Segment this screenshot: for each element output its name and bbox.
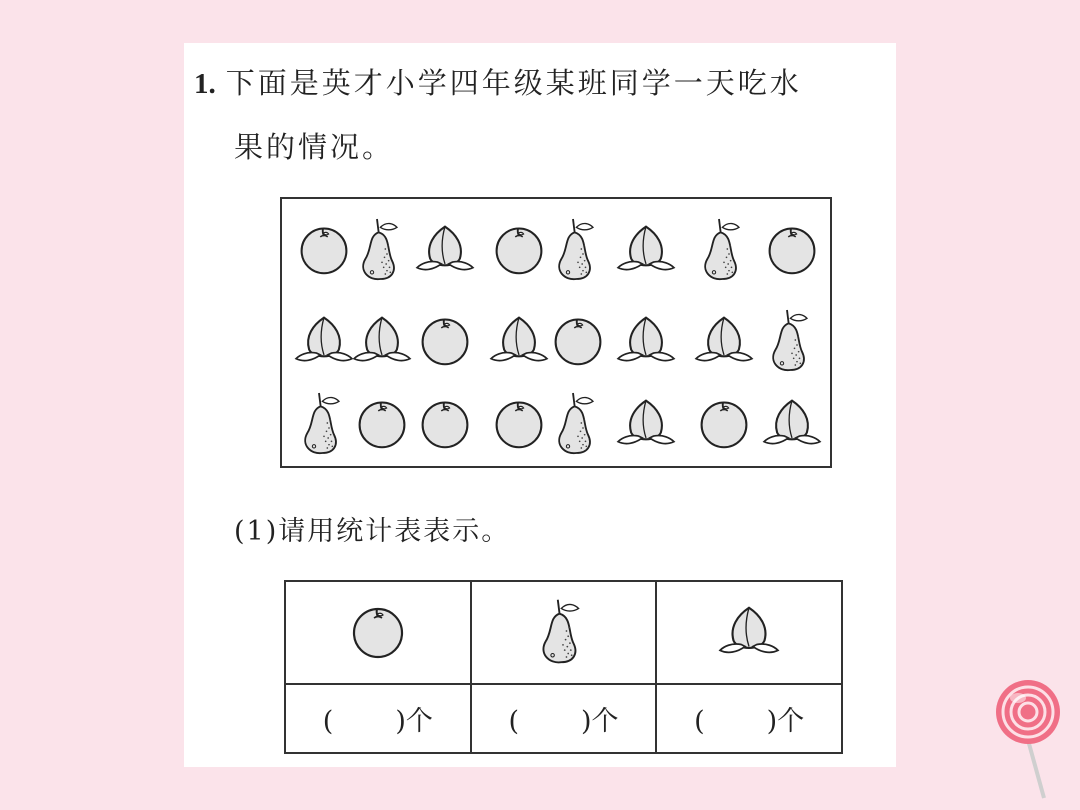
peach-count-cell[interactable] — [656, 684, 842, 753]
apple-icon — [423, 402, 468, 447]
fruit-grid — [282, 199, 834, 470]
apple-icon — [556, 319, 601, 364]
icon-row — [285, 581, 842, 684]
apple-icon — [360, 402, 405, 447]
worksheet-page — [184, 43, 896, 767]
pear-header-cell — [471, 581, 657, 684]
pear-icon — [773, 310, 807, 370]
open-paren: ( — [694, 706, 705, 737]
peach-header-cell — [656, 581, 842, 684]
question-text-2: 果的情况。 — [234, 130, 395, 164]
statistics-table — [284, 580, 843, 754]
pear-icon — [559, 219, 593, 279]
unit-label: )个 — [395, 706, 433, 737]
open-paren: ( — [322, 706, 334, 737]
pear-icon — [705, 219, 739, 279]
pear-icon — [305, 393, 339, 453]
peach-icon — [417, 227, 473, 270]
lollipop-icon — [994, 678, 1068, 802]
open-paren: ( — [508, 706, 519, 737]
apple-icon — [770, 228, 815, 273]
question-number: 1. — [194, 68, 216, 100]
pear-icon — [559, 393, 593, 453]
unit-label: )个 — [766, 706, 805, 737]
fruit-picture-box — [280, 197, 832, 468]
peach-icon — [354, 318, 410, 361]
peach-icon — [618, 318, 674, 361]
apple-icon — [302, 228, 347, 273]
apple-icon — [497, 228, 542, 273]
peach-icon — [718, 602, 780, 660]
apple-header-cell — [285, 581, 471, 684]
question-line-2 — [234, 125, 394, 166]
peach-icon — [296, 318, 352, 361]
question-text-1: 下面是英才小学四年级某班同学一天吃水 — [225, 66, 802, 100]
peach-icon — [618, 401, 674, 444]
peach-icon — [696, 318, 752, 361]
pear-icon — [363, 219, 397, 279]
unit-label: )个 — [580, 706, 619, 737]
peach-icon — [618, 227, 674, 270]
pear-icon — [537, 596, 589, 666]
apple-count-cell[interactable] — [285, 684, 471, 753]
peach-icon — [491, 318, 547, 361]
count-row — [285, 684, 842, 753]
apple-icon — [423, 319, 468, 364]
apple-icon — [702, 402, 747, 447]
apple-icon — [497, 402, 542, 447]
question-line-1 — [194, 61, 802, 102]
pear-count-cell[interactable] — [471, 684, 657, 753]
apple-icon — [348, 601, 408, 661]
subquestion-1: (1)请用统计表表示。 — [234, 516, 511, 547]
peach-icon — [764, 401, 820, 444]
